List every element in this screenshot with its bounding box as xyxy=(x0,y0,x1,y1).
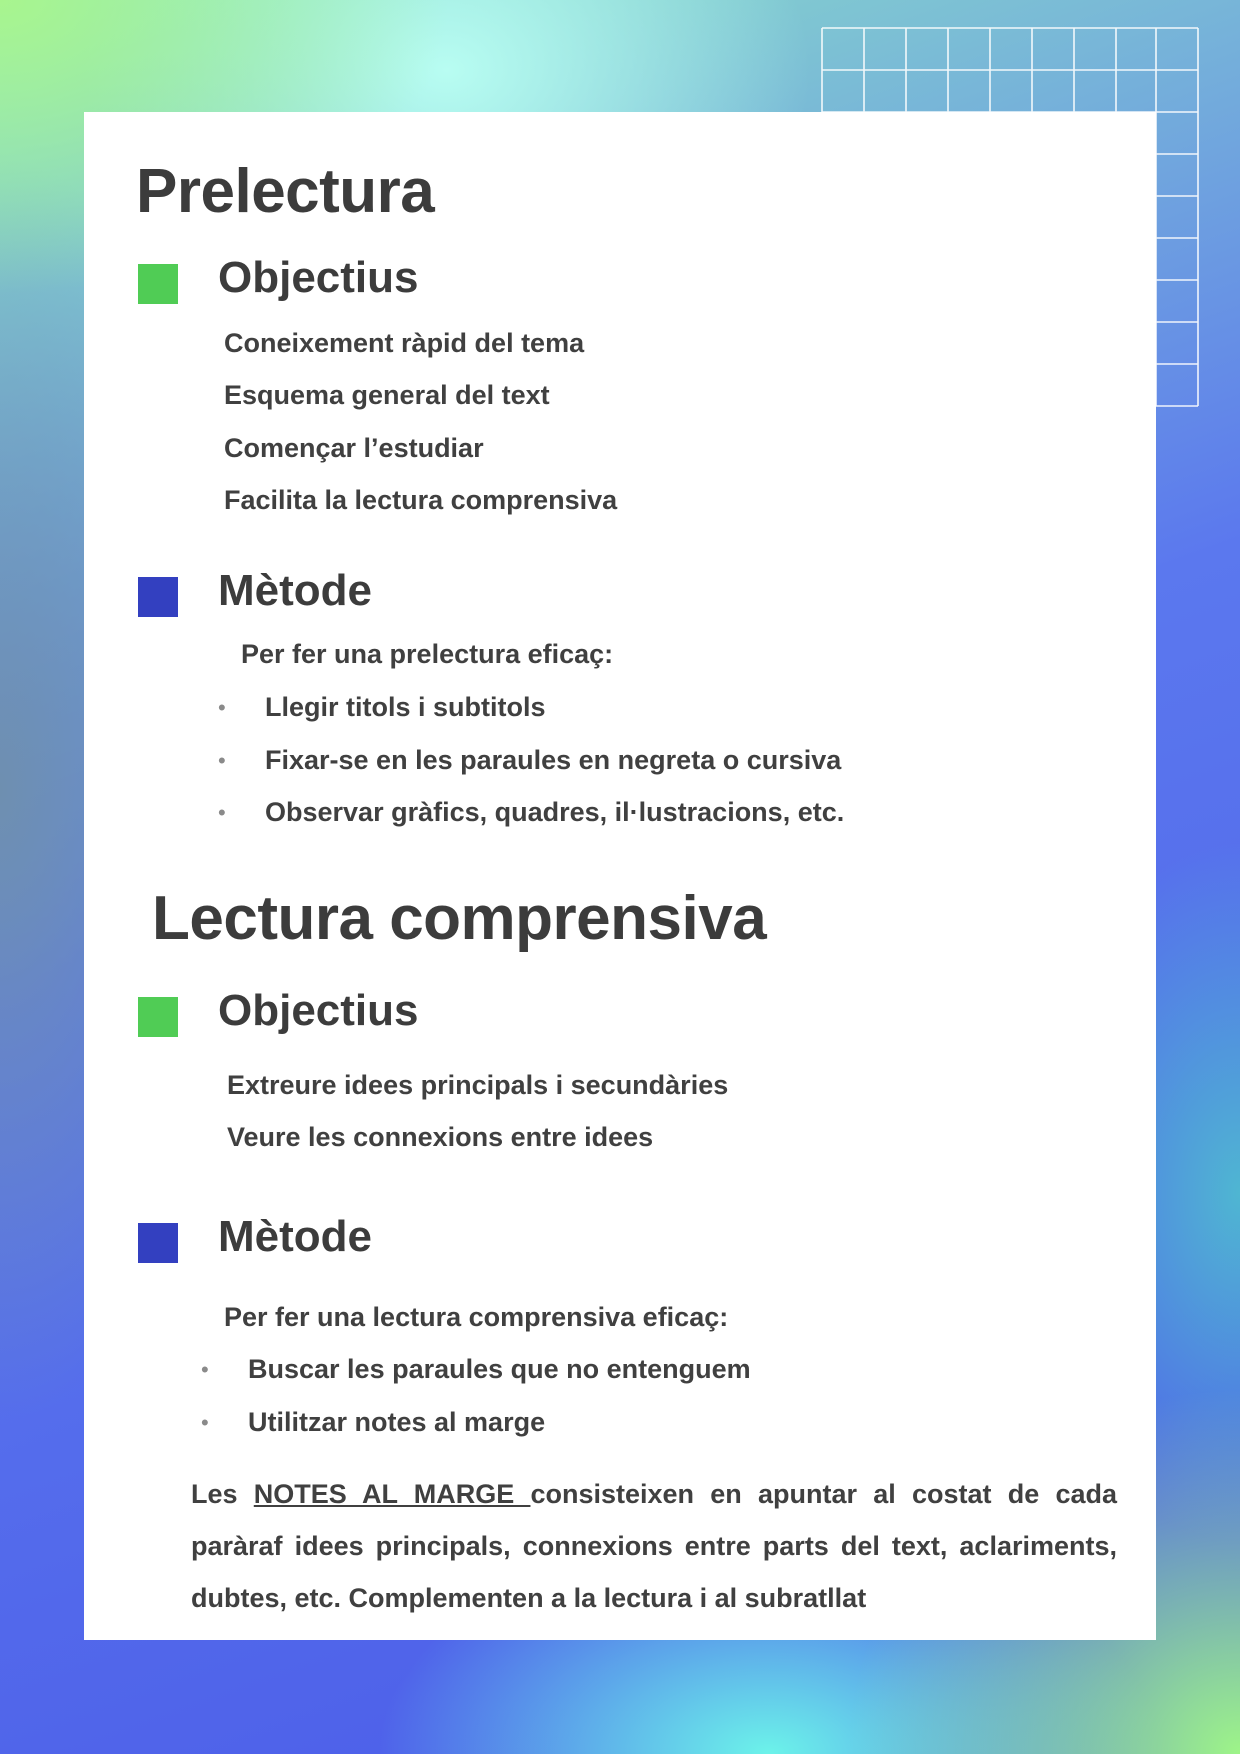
metode-bullet-item: Llegir titols i subtitols xyxy=(265,692,546,722)
blue-square-icon xyxy=(138,1223,178,1263)
objectiu-item: Començar l’estudiar xyxy=(224,433,484,463)
objectiu-item: Esquema general del text xyxy=(224,380,550,410)
metode-intro: Per fer una prelectura eficaç: xyxy=(241,639,614,669)
note-rest: consisteixen en apuntar al costat de cada paràraf idees principals, connexions entre parts del text, aclariments, dubtes, etc. Complementen a la lectura i al subratllat xyxy=(191,1479,1118,1613)
objectiu-item: Extreure idees principals i secundàries xyxy=(227,1070,729,1100)
section-title-lectura-comprensiva: Lectura comprensiva xyxy=(152,884,767,953)
metode-bullet-item: Buscar les paraules que no entenguem xyxy=(248,1354,751,1384)
content-card xyxy=(84,112,1156,1640)
metode-intro: Per fer una lectura comprensiva eficaç: xyxy=(224,1302,729,1332)
objectius-heading: Objectius xyxy=(218,253,419,302)
metode-heading: Mètode xyxy=(218,1212,372,1261)
note-highlight: NOTES AL MARGE xyxy=(253,1479,531,1509)
objectiu-item: Veure les connexions entre idees xyxy=(227,1122,654,1152)
metode-bullet-item: Utilitzar notes al marge xyxy=(248,1407,546,1437)
bullet-icon: • xyxy=(201,1357,209,1382)
notes-al-marge-paragraph xyxy=(191,1468,1117,1624)
green-square-icon xyxy=(138,997,178,1037)
note-prefix: Les xyxy=(191,1479,254,1509)
objectius-heading: Objectius xyxy=(218,986,419,1035)
bullet-icon: • xyxy=(218,748,226,773)
objectiu-item: Coneixement ràpid del tema xyxy=(224,328,585,358)
section-title-prelectura: Prelectura xyxy=(136,157,435,226)
bullet-icon: • xyxy=(218,695,226,720)
metode-bullet-item: Fixar-se en les paraules en negreta o cursiva xyxy=(265,745,842,775)
metode-heading: Mètode xyxy=(218,566,372,615)
blue-square-icon xyxy=(138,577,178,617)
metode-bullet-item: Observar gràfics, quadres, il·lustracions, etc. xyxy=(265,797,845,827)
bullet-icon: • xyxy=(201,1410,209,1435)
objectiu-item: Facilita la lectura comprensiva xyxy=(224,485,618,515)
bullet-icon: • xyxy=(218,800,226,825)
green-square-icon xyxy=(138,264,178,304)
